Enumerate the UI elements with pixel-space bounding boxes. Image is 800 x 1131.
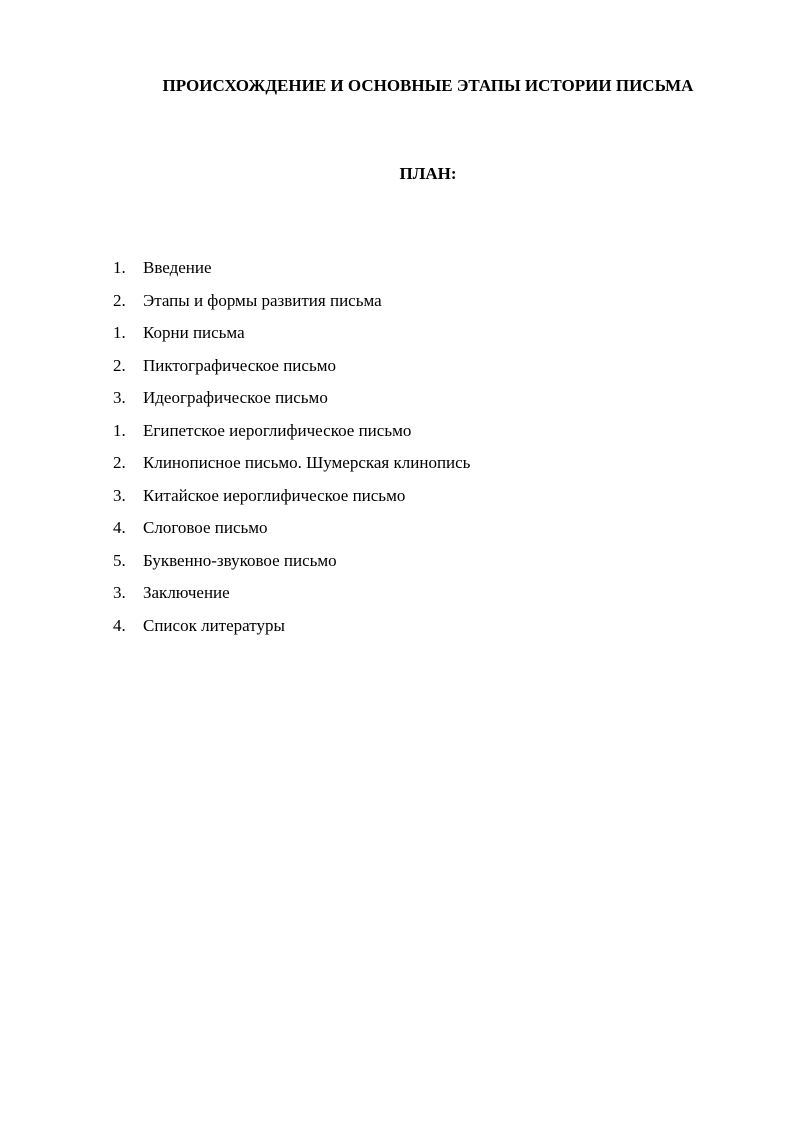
list-item-text: Египетское иероглифическое письмо <box>143 420 412 440</box>
list-item <box>113 256 470 289</box>
list-item-number: 2. <box>113 355 126 375</box>
list-item-text: Заключение <box>143 583 230 602</box>
list-item-text: Клинописное письмо. Шумерская клинопись <box>143 453 471 472</box>
list-item-number: 2. <box>113 453 126 472</box>
list-item <box>113 386 470 419</box>
list-item-text: Буквенно-звуковое письмо <box>143 550 337 570</box>
plan-list <box>113 256 470 646</box>
list-item-number: 2. <box>113 290 126 310</box>
list-item <box>113 321 470 354</box>
list-item-number: 4. <box>113 615 126 635</box>
list-item-number: 1. <box>113 420 126 440</box>
list-item <box>113 516 470 549</box>
list-item-text: Идеографическое письмо <box>143 388 328 407</box>
list-item <box>113 484 470 517</box>
list-item-text: Введение <box>143 258 212 277</box>
list-item-number: 4. <box>113 518 126 537</box>
list-item <box>113 289 470 322</box>
list-item-text: Слоговое письмо <box>143 518 268 537</box>
list-item-number: 5. <box>113 550 126 570</box>
list-item <box>113 614 470 647</box>
list-item <box>113 549 470 582</box>
list-item-text: Корни письма <box>143 323 245 342</box>
list-item <box>113 419 470 452</box>
list-item-number: 3. <box>113 583 126 602</box>
list-item <box>113 451 470 484</box>
list-item-number: 3. <box>113 485 126 505</box>
list-item-text: Список литературы <box>143 615 285 635</box>
list-item-number: 1. <box>113 258 126 277</box>
list-item-text: Пиктографическое письмо <box>143 355 336 375</box>
list-item-text: Этапы и формы развития письма <box>143 290 382 310</box>
list-item-text: Китайское иероглифическое письмо <box>143 485 406 505</box>
list-item <box>113 581 470 614</box>
plan-heading: ПЛАН: <box>399 164 457 183</box>
document-title: ПРОИСХОЖДЕНИЕ И ОСНОВНЫЕ ЭТАПЫ ИСТОРИИ ПИСЬМА <box>162 76 694 95</box>
list-item <box>113 354 470 387</box>
list-item-number: 3. <box>113 388 126 407</box>
list-item-number: 1. <box>113 323 126 342</box>
